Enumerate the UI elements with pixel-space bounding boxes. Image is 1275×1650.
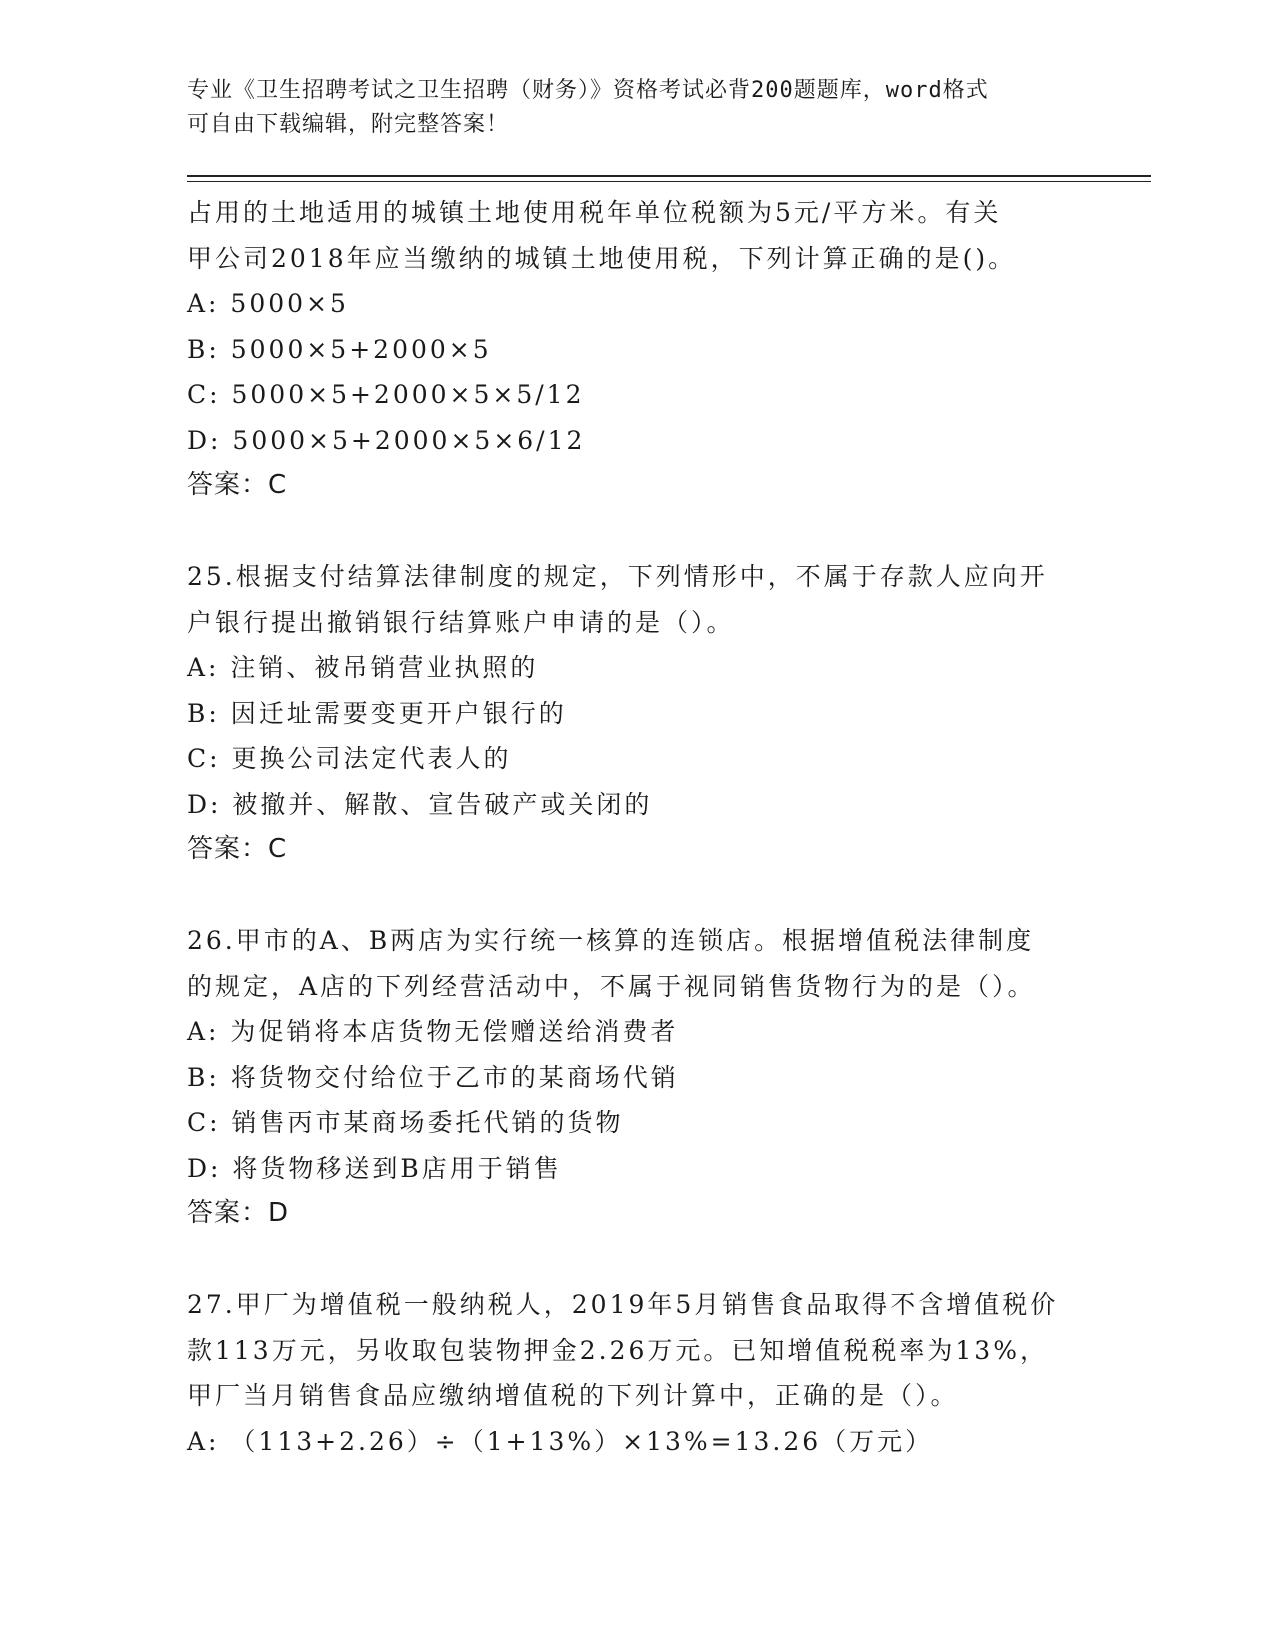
question-26	[187, 918, 1087, 1237]
answer-line: 答案：D	[187, 1198, 290, 1228]
question-text-line: 户银行提出撤销银行结算账户申请的是（）。	[187, 607, 735, 637]
option-d: D: 将货物移送到B店用于销售	[187, 1153, 562, 1183]
option-b: B: 因迁址需要变更开户银行的	[187, 698, 567, 728]
question-text-line: 27.甲厂为增值税一般纳税人，2019年5月销售食品取得不含增值税价	[187, 1290, 1059, 1319]
question-27	[187, 1282, 1087, 1464]
option-a: A: 5000×5	[187, 289, 349, 318]
question-text-line: 26.甲市的A、B两店为实行统一核算的连锁店。根据增值税法律制度	[187, 926, 1035, 955]
header-line-2: 可自由下载编辑，附完整答案！	[187, 112, 510, 137]
question-content	[187, 190, 1087, 1464]
question-text-line: 的规定，A店的下列经营活动中，不属于视同销售货物行为的是（）。	[187, 971, 1036, 1001]
question-text-line: 占用的土地适用的城镇土地使用税年单位税额为5元/平方米。有关	[187, 198, 1002, 227]
question-24	[187, 190, 1087, 509]
answer-line: 答案：C	[187, 834, 288, 864]
option-c: C: 更换公司法定代表人的	[187, 744, 512, 773]
question-text-line: 25.根据支付结算法律制度的规定，下列情形中，不属于存款人应向开	[187, 562, 1048, 591]
option-c: C: 5000×5+2000×5×5/12	[187, 380, 585, 409]
option-b: B: 将货物交付给位于乙市的某商场代销	[187, 1062, 679, 1092]
answer-line: 答案：C	[187, 470, 288, 500]
header-rule-thick	[187, 175, 1151, 177]
option-d: D: 5000×5+2000×5×6/12	[187, 425, 586, 455]
question-25	[187, 554, 1087, 873]
option-a: A: 注销、被吊销营业执照的	[187, 653, 539, 682]
question-text-line: 甲厂当月销售食品应缴纳增值税的下列计算中，正确的是（）。	[187, 1381, 959, 1410]
header-line-1: 专业《卫生招聘考试之卫生招聘（财务）》资格考试必背200题题库，word格式	[187, 78, 989, 103]
option-c: C: 销售丙市某商场委托代销的货物	[187, 1108, 624, 1137]
document-header	[187, 74, 1067, 142]
question-text-line: 款113万元，另收取包装物押金2.26万元。已知增值税税率为13%，	[187, 1335, 1048, 1365]
option-a: A: 为促销将本店货物无偿赠送给消费者	[187, 1017, 679, 1046]
option-d: D: 被撤并、解散、宣告破产或关闭的	[187, 789, 653, 819]
option-b: B: 5000×5+2000×5	[187, 334, 492, 364]
question-text-line: 甲公司2018年应当缴纳的城镇土地使用税，下列计算正确的是()。	[187, 243, 1017, 273]
header-rule-thin	[187, 181, 1151, 182]
option-a: A: （113+2.26）÷（1+13%）×13%=13.26（万元）	[187, 1426, 934, 1456]
